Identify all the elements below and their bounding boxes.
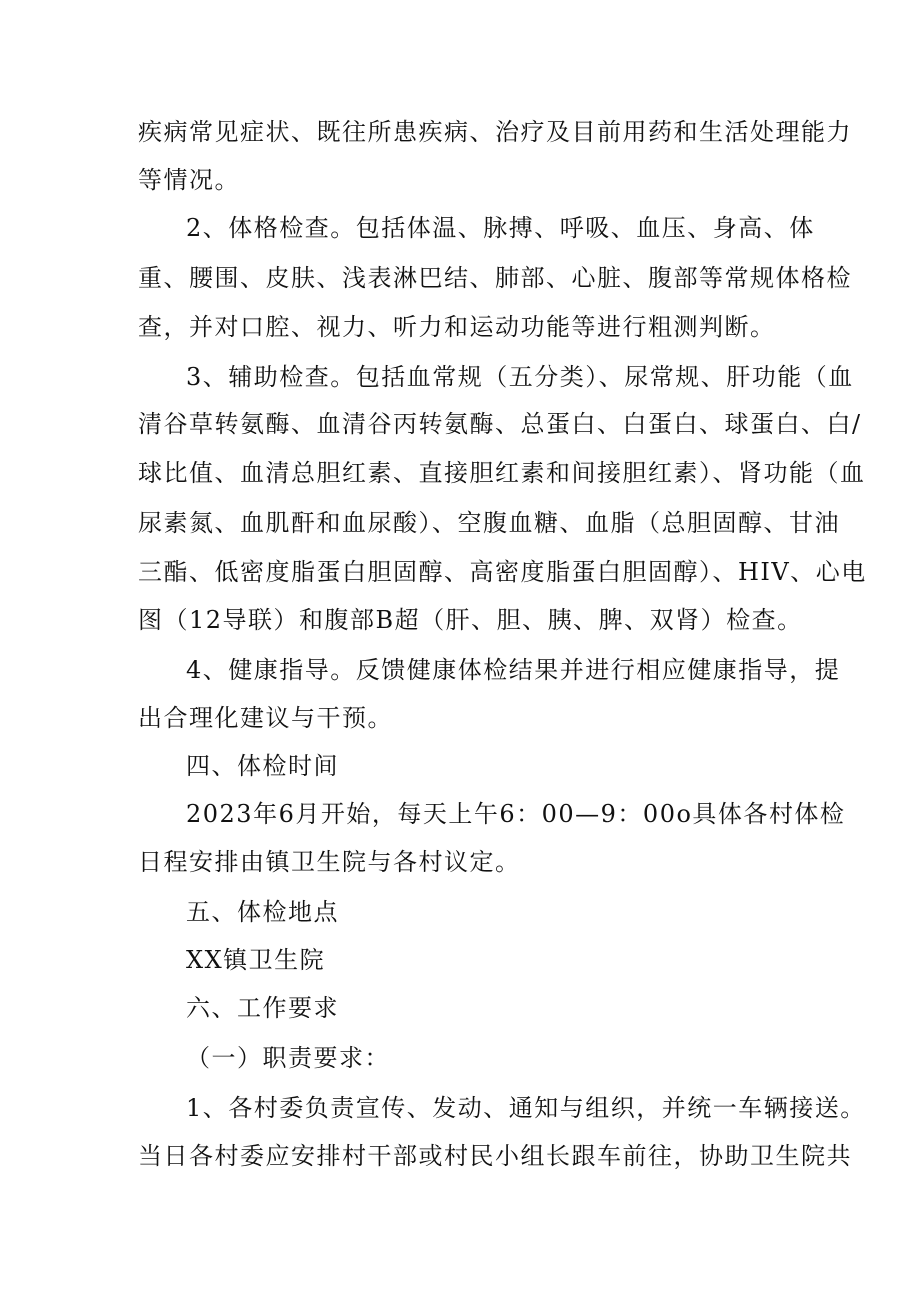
text-line: 疾病常见症状、既往所患疾病、治疗及目前用药和生活处理能力 <box>138 118 852 146</box>
text-line: XX镇卫生院 <box>186 946 326 974</box>
text-line: 查，并对口腔、视力、听力和运动功能等进行粗测判断。 <box>138 313 776 341</box>
section-heading-physical-exam: 2、体格检查。包括体温、脉搏、呼吸、血压、身高、体 <box>186 214 815 242</box>
text-line: 清谷草转氨酶、血清谷丙转氨酶、总蛋白、白蛋白、球蛋白、白/ <box>138 410 862 438</box>
section-heading-work-requirements: 六、工作要求 <box>186 994 339 1022</box>
text-line: 尿素氮、血肌酐和血尿酸）、空腹血糖、血脂（总胆固醇、甘油 <box>138 509 840 537</box>
text-line: 三酯、低密度脂蛋白胆固醇、高密度脂蛋白胆固醇）、HIV、心电 <box>138 558 867 586</box>
text-line: 出合理化建议与干预。 <box>138 704 393 732</box>
text-line: 2023年6月开始，每天上午6：00—9：00o具体各村体检 <box>186 800 846 828</box>
section-heading-health-guidance: 4、健康指导。反馈健康体检结果并进行相应健康指导，提 <box>186 656 841 684</box>
text-line: 重、腰围、皮肤、浅表淋巴结、肺部、心脏、腹部等常规体格检 <box>138 264 852 292</box>
text-line: 当日各村委应安排村干部或村民小组长跟车前往，协助卫生院共 <box>138 1142 852 1170</box>
text-line: 等情况。 <box>138 166 240 194</box>
text-line: 球比值、血清总胆红素、直接胆红素和间接胆红素）、肾功能（血 <box>138 459 866 487</box>
text-line: 1、各村委负责宣传、发动、通知与组织，并统一车辆接送。 <box>186 1094 866 1122</box>
section-heading-exam-location: 五、体检地点 <box>186 898 339 926</box>
section-heading-exam-time: 四、体检时间 <box>186 752 339 780</box>
subsection-heading-duties: （一）职责要求： <box>186 1044 390 1072</box>
text-line: 日程安排由镇卫生院与各村议定。 <box>138 848 521 876</box>
section-heading-auxiliary-exam: 3、辅助检查。包括血常规（五分类）、尿常规、肝功能（血 <box>186 363 854 391</box>
text-line: 图（12导联）和腹部B超（肝、胆、胰、脾、双肾）检查。 <box>138 606 803 634</box>
